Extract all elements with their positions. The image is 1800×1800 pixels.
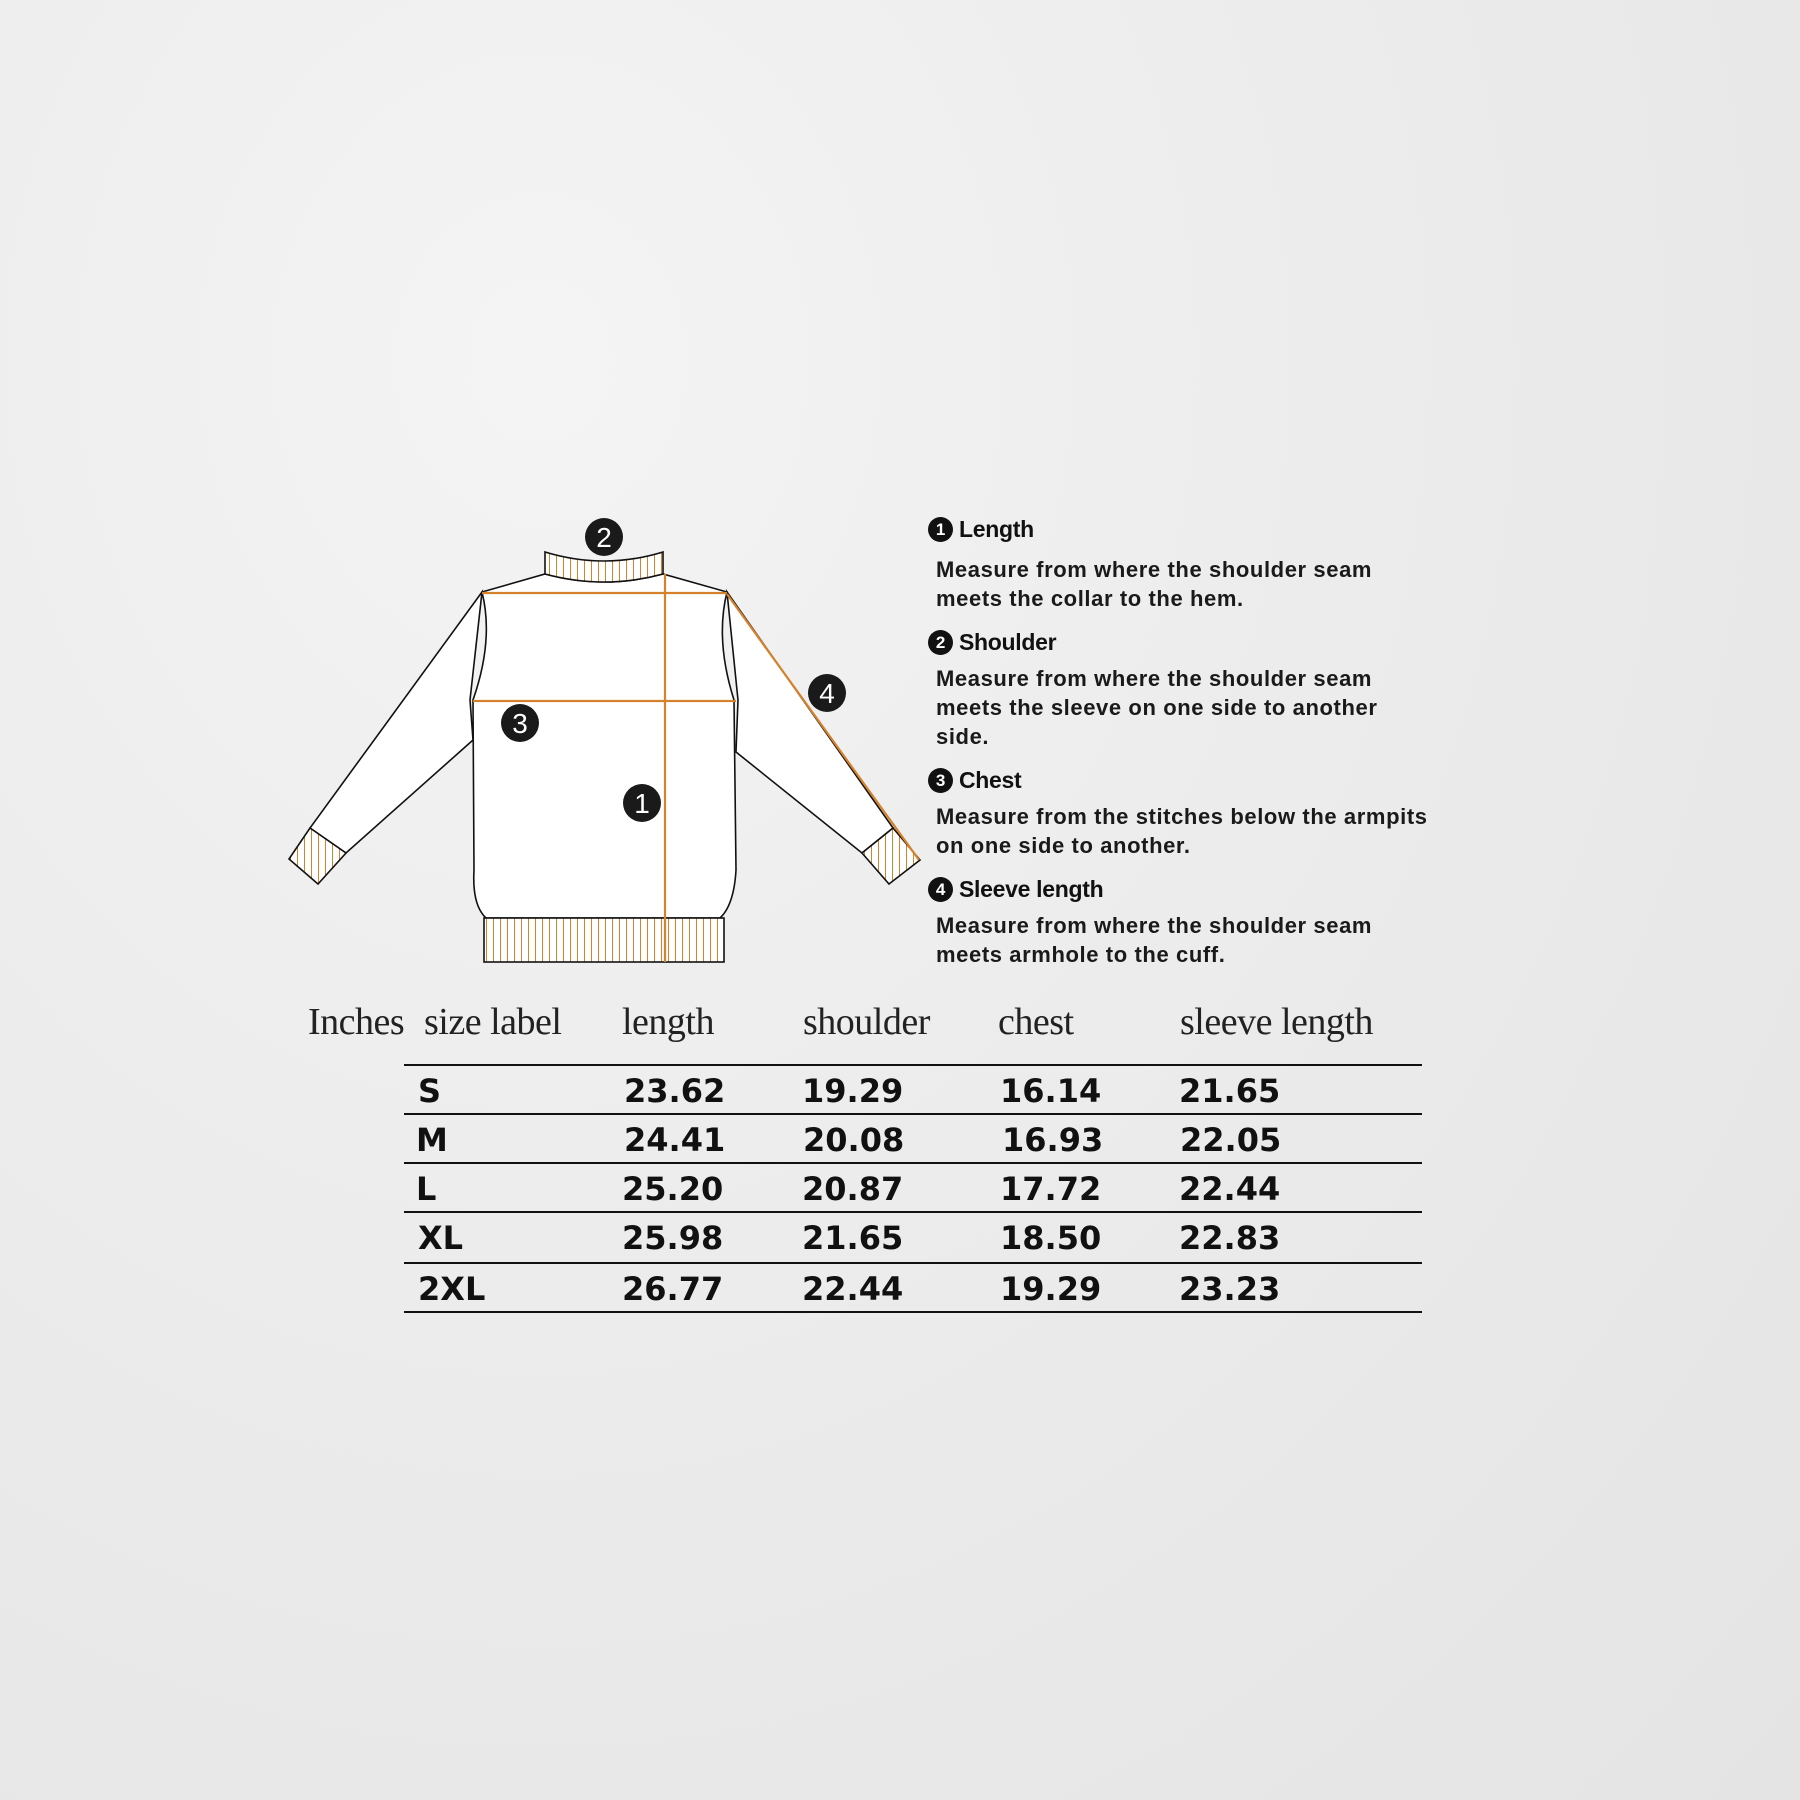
length-cell: 25.20	[622, 1170, 724, 1208]
guide-title: Length	[959, 516, 1034, 542]
shoulder-cell: 21.65	[802, 1219, 904, 1257]
sweater-body	[473, 574, 736, 918]
size-cell: S	[418, 1072, 442, 1110]
size-cell: M	[416, 1121, 448, 1159]
marker-4-label: 4	[819, 678, 835, 709]
guide-text: Measure from where the shoulder seam meets the collar to the hem.	[936, 557, 1373, 611]
number-4-icon: 4	[928, 877, 953, 902]
size-cell: XL	[418, 1219, 464, 1257]
guide-title: Sleeve length	[959, 876, 1104, 902]
table-row	[404, 1213, 1422, 1264]
marker-2	[585, 518, 623, 556]
chest-cell: 17.72	[1000, 1170, 1102, 1208]
guide-text: Measure from where the shoulder seam meets the sleeve on one side to another side.	[936, 666, 1378, 749]
collar	[545, 552, 663, 582]
guide-title: Shoulder	[959, 629, 1057, 655]
marker-3-label: 3	[512, 708, 528, 739]
guide-item-shoulder	[928, 629, 1428, 751]
right-sleeve	[727, 592, 893, 853]
size-table	[404, 1064, 1422, 1313]
number-3-icon: 3	[928, 768, 953, 793]
chest-cell: 16.93	[1002, 1121, 1104, 1159]
table-row	[404, 1164, 1422, 1213]
marker-3	[501, 704, 539, 742]
unit-label: Inches	[308, 1001, 405, 1043]
size-cell: L	[416, 1170, 437, 1208]
chest-cell: 16.14	[1000, 1072, 1102, 1110]
chest-cell: 18.50	[1000, 1219, 1102, 1257]
length-cell: 25.98	[622, 1219, 724, 1257]
size-cell: 2XL	[418, 1270, 486, 1308]
left-sleeve	[310, 592, 482, 853]
shoulder-cell: 20.08	[803, 1121, 905, 1159]
measurement-guide	[928, 516, 1428, 985]
sleeve-length-cell: 23.23	[1179, 1270, 1281, 1308]
guide-item-length	[928, 516, 1428, 613]
length-cell: 24.41	[624, 1121, 726, 1159]
length-cell: 26.77	[622, 1270, 724, 1308]
length-cell: 23.62	[624, 1072, 726, 1110]
guide-item-chest	[928, 767, 1428, 860]
marker-1-label: 1	[634, 788, 650, 819]
sleeve-length-cell: 22.83	[1179, 1219, 1281, 1257]
column-header-length: length	[622, 1001, 714, 1043]
table-row	[404, 1066, 1422, 1115]
guide-item-sleeve-length	[928, 876, 1428, 969]
chest-cell: 19.29	[1000, 1270, 1102, 1308]
column-header-size-label: size label	[424, 1001, 562, 1043]
size-table-header	[0, 1000, 1800, 1060]
column-header-sleeve-length: sleeve length	[1180, 1001, 1373, 1043]
shoulder-cell: 19.29	[802, 1072, 904, 1110]
column-header-shoulder: shoulder	[803, 1001, 930, 1043]
sleeve-length-cell: 21.65	[1179, 1072, 1281, 1110]
number-1-icon: 1	[928, 517, 953, 542]
table-row	[404, 1115, 1422, 1164]
shoulder-cell: 20.87	[802, 1170, 904, 1208]
marker-4	[808, 674, 846, 712]
number-2-icon: 2	[928, 630, 953, 655]
table-row	[404, 1264, 1422, 1313]
hem	[484, 918, 724, 962]
marker-1	[623, 784, 661, 822]
shoulder-cell: 22.44	[802, 1270, 904, 1308]
sleeve-length-cell: 22.44	[1179, 1170, 1281, 1208]
guide-text: Measure from the stitches below the armpits on one side to another.	[936, 804, 1428, 858]
marker-2-label: 2	[596, 522, 612, 553]
guide-text: Measure from where the shoulder seam meets armhole to the cuff.	[936, 913, 1373, 967]
guide-title: Chest	[959, 767, 1022, 793]
sleeve-length-cell: 22.05	[1180, 1121, 1282, 1159]
column-header-chest: chest	[998, 1001, 1074, 1043]
